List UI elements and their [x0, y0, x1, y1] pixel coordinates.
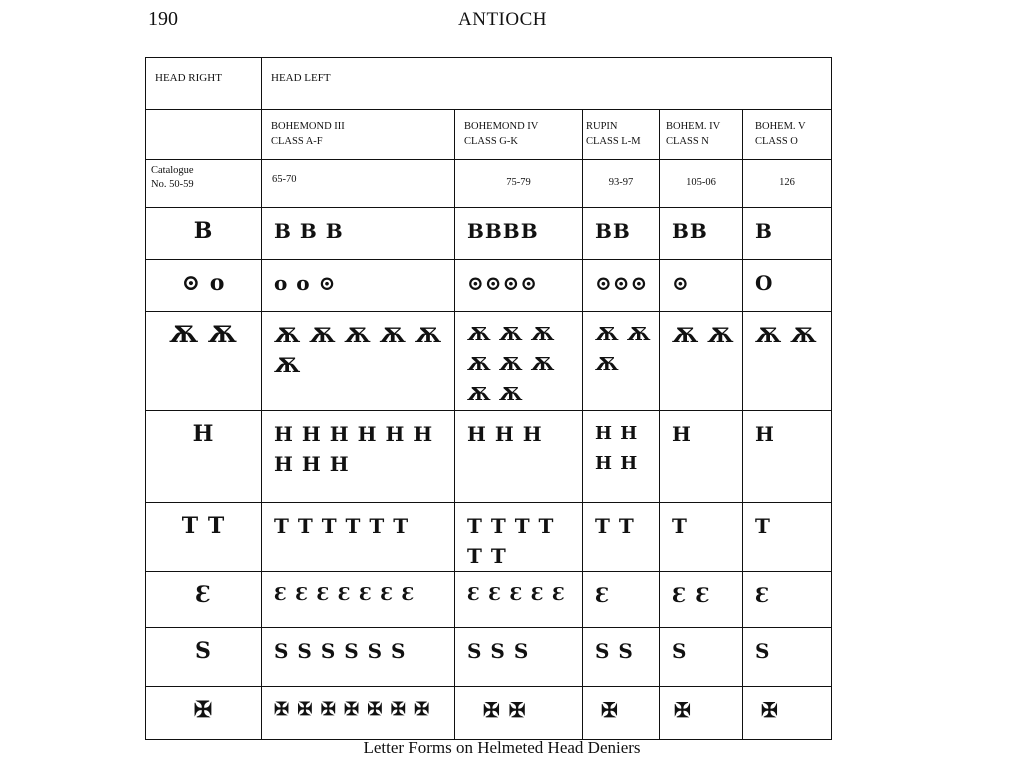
letter-row-b — [146, 208, 832, 260]
page-number: 190 — [148, 8, 178, 30]
letter-form-cell: Т Т — [583, 503, 660, 572]
catalogue-row — [146, 160, 832, 208]
letter-forms-table — [145, 57, 832, 740]
letter-form-cell: Ѫ Ѫ — [660, 312, 743, 411]
catalogue-range-cell: 65-70 — [262, 160, 455, 208]
ruler-cell — [262, 110, 455, 160]
letter-form-cell: Т Т Т Т Т Т — [262, 503, 455, 572]
letter-form-cell: S — [743, 628, 832, 687]
letter-form-cell: ⊙ — [660, 260, 743, 312]
letter-form-cell: Т Т Т Т Т Т — [455, 503, 583, 572]
ruler-cell — [455, 110, 583, 160]
class-label: CLASS N — [666, 136, 709, 147]
letter-form-cell: Ɛ — [743, 572, 832, 628]
ruler-name: BOHEM. V — [755, 121, 806, 132]
catalogue-cell — [146, 160, 262, 208]
running-head: ANTIOCH — [458, 9, 547, 30]
letter-form-cell: ✠ ✠ — [455, 687, 583, 740]
letter-form-cell: Ɛ — [146, 572, 262, 628]
letter-form-cell: ⊙⊙⊙⊙ — [455, 260, 583, 312]
letter-form-cell: Ѫ Ѫ — [743, 312, 832, 411]
ruler-name: BOHEMOND III — [271, 121, 345, 132]
letter-form-cell: S S S S S S — [262, 628, 455, 687]
ruler-name: BOHEM. IV — [666, 121, 721, 132]
catalogue-range-cell: 126 — [743, 160, 832, 208]
letter-form-cell: Ɛ Ɛ Ɛ Ɛ Ɛ — [455, 572, 583, 628]
empty-cell — [146, 110, 262, 160]
letter-form-cell: Н — [146, 411, 262, 503]
letter-form-cell: S — [146, 628, 262, 687]
letter-form-cell: ✠ ✠ ✠ ✠ ✠ ✠ ✠ — [262, 687, 455, 740]
head-right-header: HEAD RIGHT — [146, 58, 262, 110]
letter-form-cell: ✠ — [583, 687, 660, 740]
ruler-row — [146, 110, 832, 160]
letter-form-cell: Т — [660, 503, 743, 572]
letter-form-cell: Н — [743, 411, 832, 503]
letter-form-cell: 𝐁𝐁 — [583, 208, 660, 260]
class-label: CLASS L-M — [586, 136, 641, 147]
letter-form-cell: O — [743, 260, 832, 312]
letter-row-cross — [146, 687, 832, 740]
letter-form-cell: Н Н Н Н Н Н Н Н Н — [262, 411, 455, 503]
letter-form-cell: Т Т — [146, 503, 262, 572]
table-caption: Letter Forms on Helmeted Head Deniers — [363, 738, 641, 757]
letter-form-cell: Ɛ Ɛ Ɛ Ɛ Ɛ Ɛ Ɛ — [262, 572, 455, 628]
letter-form-cell: 𝐁𝐁𝐁𝐁 — [455, 208, 583, 260]
letter-form-cell: Ɛ Ɛ — [660, 572, 743, 628]
letter-form-cell: ⊙ o — [146, 260, 262, 312]
letter-form-cell: S S S — [455, 628, 583, 687]
letter-form-cell: 𝐁 — [743, 208, 832, 260]
class-label: CLASS G-K — [464, 136, 518, 147]
ruler-cell — [660, 110, 743, 160]
letter-form-cell: S S — [583, 628, 660, 687]
letter-row-t — [146, 503, 832, 572]
catalogue-range-cell: 105-06 — [660, 160, 743, 208]
letter-row-c — [146, 572, 832, 628]
letter-form-cell: Т — [743, 503, 832, 572]
head-left-header: HEAD LEFT — [262, 58, 832, 110]
letter-form-cell: o o ⊙ — [262, 260, 455, 312]
letter-row-o — [146, 260, 832, 312]
ruler-name: RUPIN — [586, 121, 618, 132]
letter-row-h — [146, 411, 832, 503]
letter-form-cell: Н Н Н Н — [583, 411, 660, 503]
ruler-name: BOHEMOND IV — [464, 121, 539, 132]
letter-form-cell: 𝐁 — [146, 208, 262, 260]
ruler-cell — [743, 110, 832, 160]
table-header-row — [146, 58, 832, 110]
letter-form-cell: Ѫ Ѫ Ѫ Ѫ Ѫ Ѫ Ѫ Ѫ — [455, 312, 583, 411]
catalogue-label: Catalogue — [151, 165, 194, 176]
letter-row-s — [146, 628, 832, 687]
letter-form-cell: Ɛ — [583, 572, 660, 628]
letter-form-cell: Ѫ Ѫ Ѫ — [583, 312, 660, 411]
ruler-cell — [583, 110, 660, 160]
class-label: CLASS O — [755, 136, 798, 147]
letter-form-cell: ✠ — [660, 687, 743, 740]
class-label: CLASS A-F — [271, 136, 323, 147]
catalogue-range: No. 50-59 — [151, 179, 194, 190]
catalogue-range-cell: 75-79 — [455, 160, 583, 208]
letter-form-cell: ✠ — [743, 687, 832, 740]
letter-form-cell: Ѫ Ѫ — [146, 312, 262, 411]
letter-row-a — [146, 312, 832, 411]
catalogue-range-cell: 93-97 — [583, 160, 660, 208]
letter-form-cell: Ѫ Ѫ Ѫ Ѫ Ѫ Ѫ — [262, 312, 455, 411]
letter-form-cell: 𝐁 𝐁 𝐁 — [262, 208, 455, 260]
letter-form-cell: Н Н Н — [455, 411, 583, 503]
letter-form-cell: S — [660, 628, 743, 687]
letter-form-cell: ⊙⊙⊙ — [583, 260, 660, 312]
letter-form-cell: ✠ — [146, 687, 262, 740]
letter-form-cell: Н — [660, 411, 743, 503]
letter-form-cell: 𝐁𝐁 — [660, 208, 743, 260]
